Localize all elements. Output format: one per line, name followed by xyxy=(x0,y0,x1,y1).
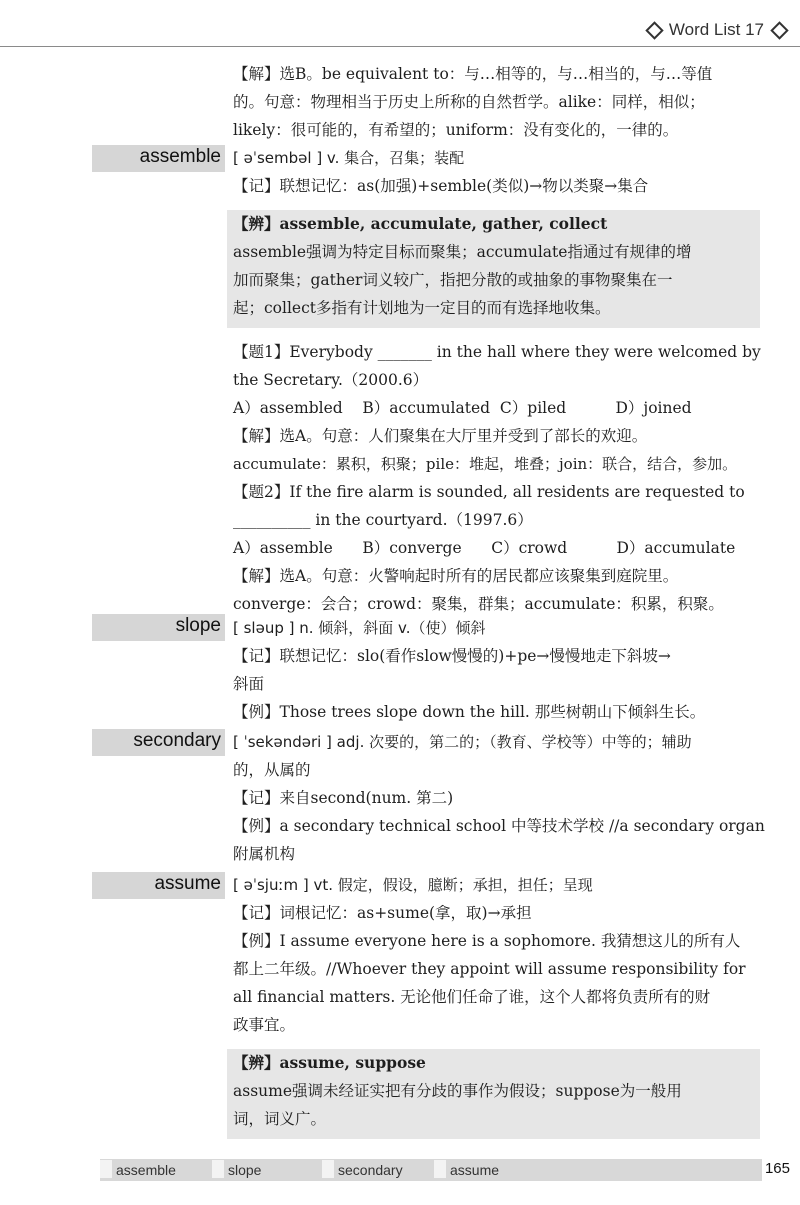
text-line: 的。句意：物理相当于历史上所称的自然哲学。alike：同样，相似； xyxy=(233,93,705,111)
tab-marker xyxy=(100,1160,112,1178)
example: 【例】Those trees slope down the hill. 那些树朝山下倾斜生长。 xyxy=(233,703,706,721)
entry-secondary xyxy=(233,728,765,868)
definition: [ əˈsjuːm ] vt. 假定，假设，臆断；承担，担任；呈现 xyxy=(233,876,593,894)
top-answer-block xyxy=(233,60,760,144)
tab-marker xyxy=(322,1160,334,1178)
footer-tab-slope xyxy=(212,1159,261,1181)
example: 【例】I assume everyone here is a sophomore. 我猜想这儿的所有人 xyxy=(233,932,741,950)
example: 【例】a secondary technical school 中等技术学校 //a secondary organ xyxy=(233,817,765,835)
page-header xyxy=(0,0,800,48)
footer-word-tabs xyxy=(100,1159,762,1181)
footer-tab-label: slope xyxy=(228,1162,262,1178)
text-line: assemble强调为特定目标而聚集；accumulate指通过有规律的增 xyxy=(233,243,692,261)
text-line: 词，词义广。 xyxy=(233,1110,327,1128)
footer-tab-secondary xyxy=(322,1159,403,1181)
example: all financial matters. 无论他们任命了谁，这个人都将负责所有的财 xyxy=(233,988,711,1006)
page-number: 165 xyxy=(764,1160,790,1177)
headword-slope xyxy=(92,614,225,641)
memo: 【记】词根记忆：as+sume(拿，取)→承担 xyxy=(233,904,532,922)
question-1-options: A）assembled B）accumulated C）piled D）joined xyxy=(233,399,692,417)
answer-2: 【解】选A。句意：火警响起时所有的居民都应该聚集到庭院里。 xyxy=(233,567,679,585)
footer-tab-label: assume xyxy=(450,1162,500,1178)
headword-text: assume xyxy=(154,873,221,894)
footer-tab-label: assemble xyxy=(116,1162,176,1178)
memo: 斜面 xyxy=(233,675,265,693)
answer-2: converge：会合；crowd：聚集，群集；accumulate：积累，积聚。 xyxy=(233,595,724,613)
question-2: __________ in the courtyard.（1997.6） xyxy=(233,511,533,529)
footer-tab-label: secondary xyxy=(338,1162,403,1178)
definition: [ sləup ] n. 倾斜，斜面 v.（使）倾斜 xyxy=(233,619,486,637)
answer-1: 【解】选A。句意：人们聚集在大厅里并受到了部长的欢迎。 xyxy=(233,427,648,445)
question-1: 【题1】Everybody _______ in the hall where they were welcomed by xyxy=(233,343,761,361)
answer-1: accumulate：累积，积聚；pile：堆起，堆叠；join：联合，结合，参加。 xyxy=(233,455,738,473)
definition: [ əˈsembəl ] v. 集合，召集；装配 xyxy=(233,149,465,167)
tab-marker xyxy=(434,1160,446,1178)
text-line: 加而聚集；gather词义较广，指把分散的或抽象的事物聚集在一 xyxy=(233,271,673,289)
text-line: 起；collect多指有计划地为一定目的而有选择地收集。 xyxy=(233,299,611,317)
headword-text: secondary xyxy=(133,730,221,751)
distinguish-title: 【辨】assume, suppose xyxy=(233,1053,426,1072)
text-line: likely：很可能的，有希望的；uniform：没有变化的，一律的。 xyxy=(233,121,679,139)
footer-tab-assemble xyxy=(100,1159,176,1181)
entry-assemble xyxy=(233,144,760,618)
headword-assemble xyxy=(92,145,225,172)
question-2: 【题2】If the fire alarm is sounded, all residents are requested to xyxy=(233,483,745,501)
memo: 【记】来自second(num. 第二) xyxy=(233,789,454,807)
headword-assume xyxy=(92,872,225,899)
headword-text: assemble xyxy=(139,146,221,167)
diamond-icon xyxy=(645,21,663,39)
headword-text: slope xyxy=(175,615,221,636)
question-2-options: A）assemble B）converge C）crowd D）accumulate xyxy=(233,539,736,557)
footer-tab-assume xyxy=(434,1159,499,1181)
diamond-icon xyxy=(770,21,788,39)
distinguish-title: 【辨】assemble, accumulate, gather, collect xyxy=(233,214,608,233)
question-1: the Secretary.（2000.6） xyxy=(233,371,429,389)
memo: 【记】联想记忆：as(加强)+semble(类似)→物以类聚→集合 xyxy=(233,177,649,195)
word-list-title xyxy=(648,20,764,40)
definition: 的，从属的 xyxy=(233,761,311,779)
distinguish-box xyxy=(227,210,760,328)
tab-marker xyxy=(212,1160,224,1178)
distinguish-box xyxy=(227,1049,760,1139)
text-line: assume强调未经证实把有分歧的事作为假设；suppose为一般用 xyxy=(233,1082,682,1100)
example: 附属机构 xyxy=(233,845,296,863)
definition: [ ˈsekəndəri ] adj. 次要的，第二的；（教育、学校等）中等的；辅助 xyxy=(233,733,692,751)
memo: 【记】联想记忆：slo(看作slow慢慢的)+pe→慢慢地走下斜坡→ xyxy=(233,647,671,665)
example: 都上二年级。//Whoever they appoint will assume responsibility for xyxy=(233,960,746,978)
header-rule xyxy=(0,46,800,47)
headword-secondary xyxy=(92,729,225,756)
entry-slope xyxy=(233,614,760,726)
text-line: 【解】选B。be equivalent to：与…相等的，与…相当的，与…等值 xyxy=(233,65,713,83)
header-title-text: Word List 17 xyxy=(668,20,764,39)
example: 政事宜。 xyxy=(233,1016,296,1034)
entry-assume xyxy=(233,871,760,1139)
